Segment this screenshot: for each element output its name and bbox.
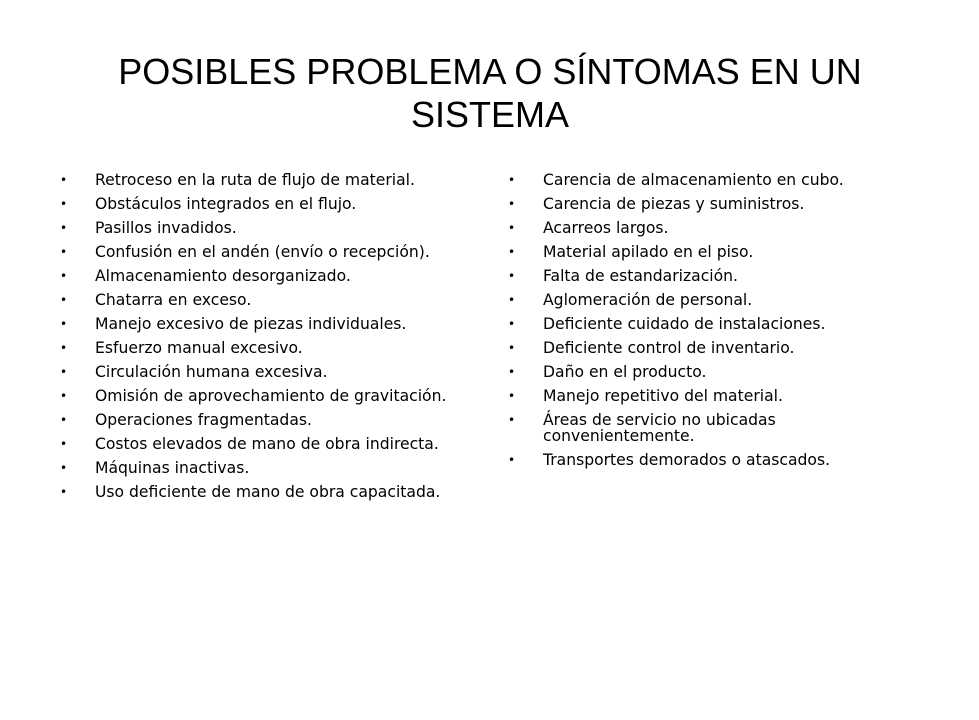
- bullet-text: Almacenamiento desorganizado.: [95, 267, 351, 285]
- bullet-text: Obstáculos integrados en el flujo.: [95, 195, 357, 213]
- bullet-dot-icon: •: [508, 341, 516, 355]
- bullet-dot-icon: •: [508, 413, 516, 427]
- bullet-item: [60, 412, 460, 428]
- bullet-text: Transportes demorados o atascados.: [543, 451, 831, 469]
- bullet-item: [60, 484, 460, 500]
- bullet-item: [508, 196, 928, 212]
- bullet-text: Omisión de aprovechamiento de gravitación.: [95, 387, 447, 405]
- bullet-item: [60, 268, 460, 284]
- bullet-dot-icon: •: [60, 317, 68, 331]
- bullet-text: Pasillos invadidos.: [95, 219, 237, 237]
- bullet-dot-icon: •: [60, 173, 68, 187]
- bullet-text: Manejo excesivo de piezas individuales.: [95, 315, 407, 333]
- bullet-dot-icon: •: [508, 453, 516, 467]
- bullet-dot-icon: •: [60, 293, 68, 307]
- bullet-dot-icon: •: [60, 341, 68, 355]
- bullet-dot-icon: •: [60, 269, 68, 283]
- bullet-item: [508, 316, 928, 332]
- bullet-item: [508, 388, 928, 404]
- bullet-text: Material apilado en el piso.: [543, 243, 754, 261]
- bullet-text: Acarreos largos.: [543, 219, 669, 237]
- bullet-text: Deficiente control de inventario.: [543, 339, 795, 357]
- bullet-text: Carencia de piezas y suministros.: [543, 195, 805, 213]
- bullet-item: [60, 220, 460, 236]
- bullet-dot-icon: •: [508, 389, 516, 403]
- bullet-text: Circulación humana excesiva.: [95, 363, 328, 381]
- bullet-item: [508, 340, 928, 356]
- bullet-text: Retroceso en la ruta de flujo de material.: [95, 171, 415, 189]
- bullet-item: [60, 388, 460, 404]
- bullet-dot-icon: •: [60, 245, 68, 259]
- bullet-dot-icon: •: [508, 197, 516, 211]
- bullet-text: Confusión en el andén (envío o recepción).: [95, 243, 430, 261]
- bullet-text: Manejo repetitivo del material.: [543, 387, 783, 405]
- bullet-text: Aglomeración de personal.: [543, 291, 753, 309]
- bullet-text: Deficiente cuidado de instalaciones.: [543, 315, 826, 333]
- bullet-item: [508, 364, 928, 380]
- bullet-dot-icon: •: [60, 485, 68, 499]
- bullet-item: [508, 452, 928, 468]
- bullet-dot-icon: •: [508, 173, 516, 187]
- bullet-dot-icon: •: [508, 293, 516, 307]
- bullet-item: [60, 340, 460, 356]
- bullet-dot-icon: •: [508, 245, 516, 259]
- bullet-dot-icon: •: [508, 365, 516, 379]
- bullet-text: Máquinas inactivas.: [95, 459, 250, 477]
- bullet-dot-icon: •: [60, 365, 68, 379]
- bullet-item: [60, 244, 460, 260]
- bullet-dot-icon: •: [60, 389, 68, 403]
- bullet-dot-icon: •: [508, 221, 516, 235]
- bullet-dot-icon: •: [60, 197, 68, 211]
- bullet-item: [60, 316, 460, 332]
- bullet-item: [60, 460, 460, 476]
- bullet-text: Operaciones fragmentadas.: [95, 411, 312, 429]
- bullet-text: Daño en el producto.: [543, 363, 707, 381]
- bullet-item: [60, 292, 460, 308]
- bullet-item: [508, 244, 928, 260]
- bullet-text: Carencia de almacenamiento en cubo.: [543, 171, 844, 189]
- bullet-text: Uso deficiente de mano de obra capacitada.: [95, 483, 441, 501]
- bullet-item: [60, 364, 460, 380]
- bullet-dot-icon: •: [60, 437, 68, 451]
- bullet-text: Falta de estandarización.: [543, 267, 738, 285]
- bullet-item: [60, 436, 460, 452]
- bullet-item: [508, 220, 928, 236]
- bullet-text: Costos elevados de mano de obra indirecta.: [95, 435, 439, 453]
- bullet-item: [60, 172, 460, 188]
- bullet-dot-icon: •: [508, 269, 516, 283]
- bullet-item: [508, 292, 928, 308]
- bullet-dot-icon: •: [60, 413, 68, 427]
- right-bullet-list: [508, 172, 928, 476]
- bullet-item: [60, 196, 460, 212]
- slide-title: POSIBLES PROBLEMA O SÍNTOMAS EN UN SISTEMA: [118, 51, 862, 135]
- bullet-dot-icon: •: [60, 221, 68, 235]
- left-bullet-list: [60, 172, 460, 508]
- bullet-item: [508, 172, 928, 188]
- bullet-dot-icon: •: [508, 317, 516, 331]
- bullet-item: [508, 268, 928, 284]
- bullet-text: Esfuerzo manual excesivo.: [95, 339, 303, 357]
- bullet-text: Áreas de servicio no ubicadas convenientemente.: [543, 411, 776, 445]
- bullet-text: Chatarra en exceso.: [95, 291, 252, 309]
- bullet-dot-icon: •: [60, 461, 68, 475]
- bullet-item: [508, 412, 928, 444]
